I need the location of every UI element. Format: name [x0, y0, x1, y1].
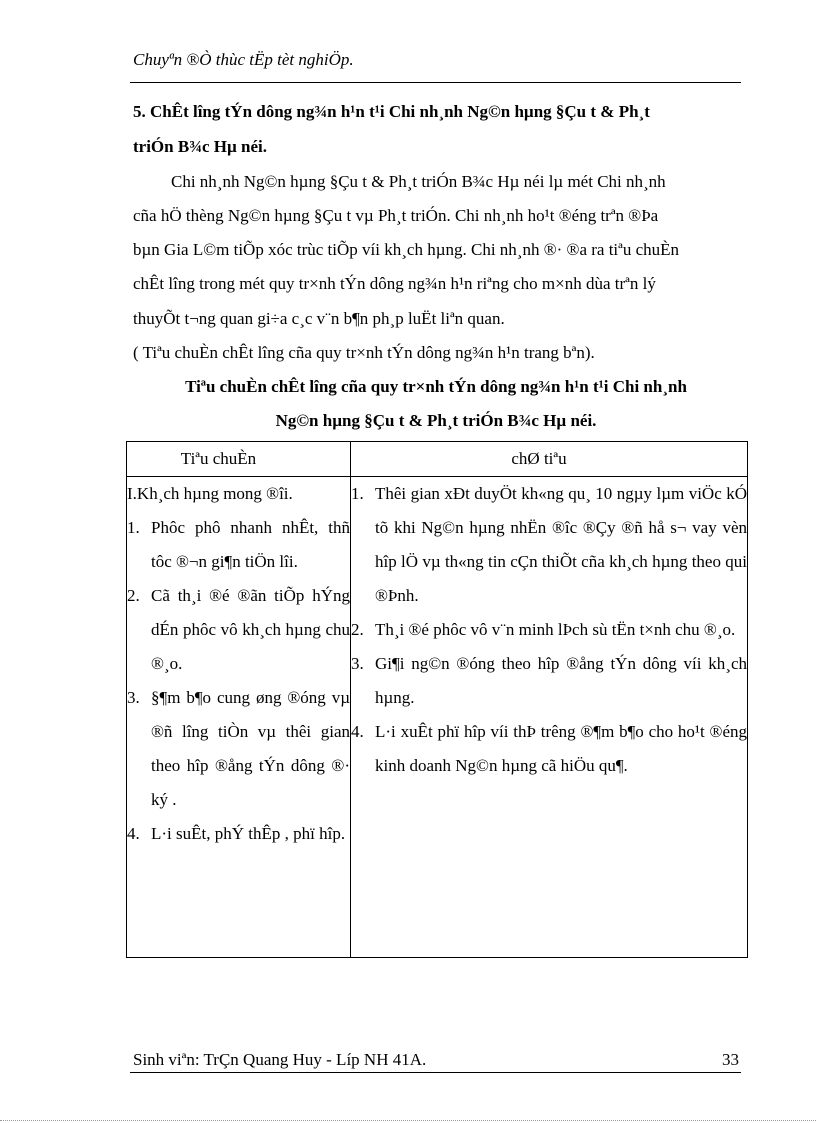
footer-student-info: Sinh viªn: TrÇn Quang Huy - Líp NH 41A. [133, 1050, 427, 1069]
list-item: 2. Th¸i ®é phôc vô v¨n minh lÞch sù tËn t×nh chu ®¸o. [351, 620, 736, 639]
section-heading-line-1: 5. ChÊt lîng tÝn dông ng¾n h¹n t¹i Chi nh¸nh Ng©n hµng §Çu t & Ph¸t [133, 102, 650, 121]
table-title-line-1: Tiªu chuÈn chÊt lîng cña quy tr×nh tÝn dông ng¾n h¹n t¹i Chi nh¸nh [185, 377, 687, 396]
paragraph-line: Chi nh¸nh Ng©n hµng §Çu t & Ph¸t triÓn B¾c Hµ néi lµ mét Chi nh¸nh [171, 172, 666, 191]
list-item: 2. Cã th¸i ®é ®ãn tiÕp hÝng dÉn phôc vô kh¸ch hµng chu ®¸o. [127, 586, 350, 673]
footer-divider [130, 1072, 741, 1073]
customer-expectation-group-label: I.Kh¸ch hµng mong ®îi. [127, 484, 293, 503]
criteria-cell [351, 477, 748, 958]
paragraph-line: chÊt lîng trong mét quy tr×nh tÝn dông ng¾n h¹n riªng cho m×nh dùa trªn lý [133, 274, 656, 293]
list-item: 4. L·i xuÊt phï hîp víi thÞ trêng ®¶m b¶o cho ho¹t ®éng kinh doanh Ng©n hµng cã hiÖu qu¶. [351, 722, 747, 775]
list-item: 1. Phôc phô nhanh nhÊt, thñ tôc ®¬n gi¶n tiÖn lîi. [127, 518, 350, 571]
quality-standards-table [126, 441, 748, 958]
page-header-title: Chuyªn ®Ò thùc tËp tèt nghiÖp. [133, 50, 354, 69]
list-item: 4. L·i suÊt, phÝ thÊp , phï hîp. [127, 824, 346, 843]
table-row [127, 477, 748, 958]
column-header-standard: Tiªu chuÈn [127, 442, 351, 477]
section-heading-line-2: triÓn B¾c Hµ néi. [133, 137, 267, 156]
paragraph-line: thuyÕt t¬ng quan gi÷a c¸c v¨n b¶n ph¸p luËt liªn quan. [133, 309, 505, 328]
list-item: 3. §¶m b¶o cung øng ®óng vµ ®ñ lîng tiÒn vµ thêi gian theo hîp ®ång tÝn dông ®· ký . [127, 688, 350, 809]
paragraph-line: bµn Gia L©m tiÕp xóc trùc tiÕp víi kh¸ch hµng. Chi nh¸nh ®· ®a ra tiªu chuÈn [133, 240, 680, 259]
standards-cell [127, 477, 351, 958]
paragraph-line: cña hÖ thèng Ng©n hµng §Çu t vµ Ph¸t triÓn. Chi nh¸nh ho¹t ®éng trªn ®Þa [133, 206, 659, 225]
column-header-criteria: chØ tiªu [351, 442, 748, 477]
page-bottom-edge [0, 1120, 816, 1121]
table-title-line-2: Ng©n hµng §Çu t & Ph¸t triÓn B¾c Hµ néi. [275, 411, 597, 430]
page-number: 33 [722, 1050, 739, 1069]
list-item: 3. Gi¶i ng©n ®óng theo hîp ®ång tÝn dông víi kh¸ch hµng. [351, 654, 747, 707]
list-item: 1. Thêi gian xÐt duyÖt kh«ng qu¸ 10 ngµy lµm viÖc kÓ tõ khi Ng©n hµng nhËn ®îc ®Çy ®ñ hå s¬ vay vèn hîp lÖ vµ th«ng tin cÇn thiÕt cña kh¸ch hµng theo qui ®Þnh. [351, 484, 747, 605]
table-header-row [127, 442, 748, 477]
header-divider [130, 82, 741, 83]
table-reference-note: ( Tiªu chuÈn chÊt lîng cña quy tr×nh tÝn dông ng¾n h¹n trang bªn). [133, 343, 595, 362]
